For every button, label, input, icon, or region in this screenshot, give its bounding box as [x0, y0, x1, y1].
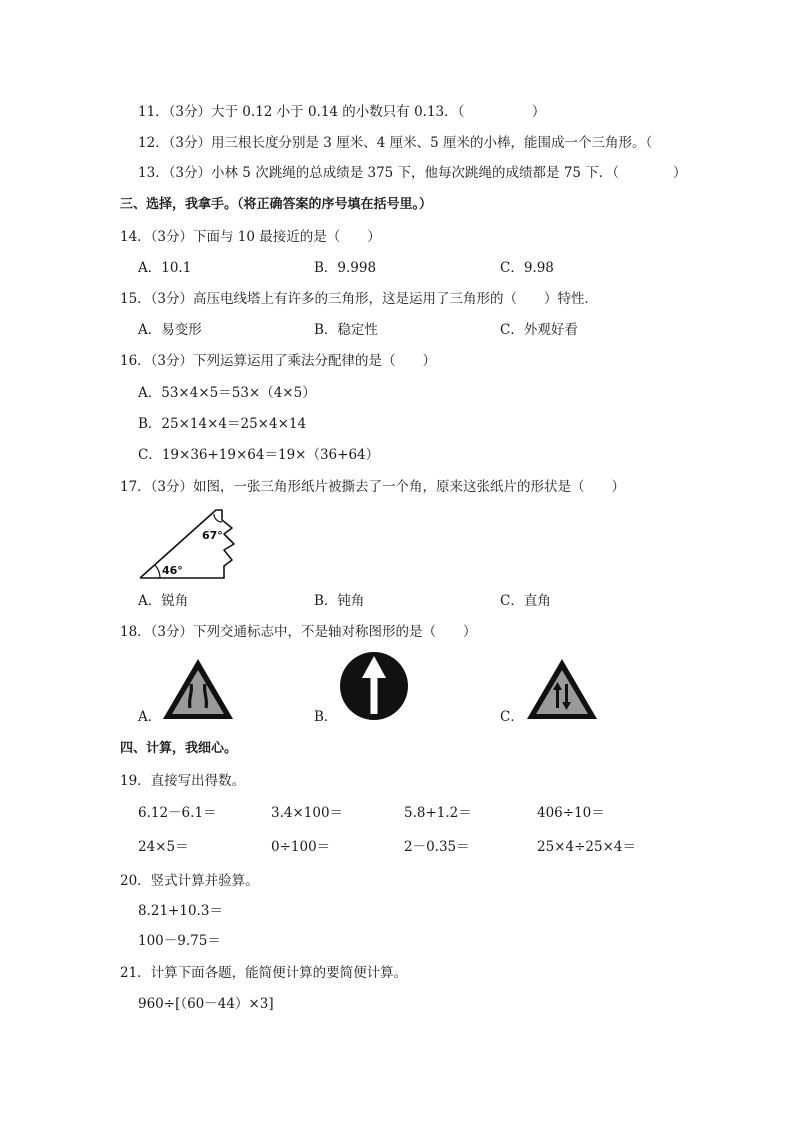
q21-item: 960÷[（60－44）×3]: [138, 996, 274, 1012]
q19-item: 3.4×100＝: [271, 805, 344, 821]
question-12: 12．（3分）用三根长度分别是 3 厘米、4 厘米、5 厘米的小棒，能围成一个三角形。（: [138, 135, 653, 151]
q15-option-c: C．外观好看: [500, 322, 578, 338]
question-15: 15．（3分）高压电线塔上有许多的三角形，这是运用了三角形的（ ）特性．: [120, 291, 599, 307]
angle-46-label: 46°: [162, 564, 183, 577]
q20-item: 100－9.75＝: [138, 933, 221, 949]
torn-triangle-figure: [138, 500, 248, 584]
q19-item: 25×4÷25×4＝: [537, 839, 636, 855]
q19-item: 0÷100＝: [271, 839, 331, 855]
q15-option-b: B．稳定性: [314, 322, 378, 338]
q19-item: 2－0.35＝: [404, 839, 470, 855]
road-narrows-sign-icon: [160, 656, 236, 722]
q14-option-b: B．9.998: [314, 260, 377, 276]
question-14: 14．（3分）下面与 10 最接近的是（ ）: [120, 229, 381, 245]
q18-option-c: C．: [500, 709, 524, 725]
q20-item: 8.21+10.3＝: [138, 903, 223, 919]
q16-option-b: B．25×14×4＝25×4×14: [138, 416, 307, 432]
q14-option-a: A．10.1: [138, 260, 192, 276]
q15-option-a: A．易变形: [138, 322, 202, 338]
question-19: 19．直接写出得数。: [120, 773, 246, 789]
q19-item: 5.8+1.2＝: [404, 805, 472, 821]
question-21: 21．计算下面各题，能简便计算的要简便计算。: [120, 965, 408, 981]
q16-option-a: A．53×4×5＝53×（4×5）: [138, 385, 316, 401]
straight-ahead-sign-icon: [338, 650, 410, 722]
q19-item: 406÷10＝: [537, 805, 605, 821]
question-20: 20．竖式计算并验算。: [120, 873, 259, 889]
q17-option-c: C．直角: [500, 593, 551, 609]
question-13: 13．（3分）小林 5 次跳绳的总成绩是 375 下，他每次跳绳的成绩都是 75 下．（ ）: [138, 165, 687, 181]
two-way-traffic-sign-icon: [524, 656, 600, 722]
section-4-title: 四、计算，我细心。: [120, 741, 238, 756]
angle-67-label: 67°: [202, 529, 223, 542]
q19-item: 24×5＝: [138, 839, 189, 855]
question-17: 17．（3分）如图，一张三角形纸片被撕去了一个角，原来这张纸片的形状是（ ）: [120, 479, 626, 495]
q17-option-b: B．钝角: [314, 593, 365, 609]
q14-option-c: C．9.98: [500, 260, 554, 276]
section-3-title: 三、选择，我拿手。（将正确答案的序号填在括号里。）: [120, 197, 433, 212]
q17-option-a: A．锐角: [138, 593, 189, 609]
question-11: 11．（3分）大于 0.12 小于 0.14 的小数只有 0.13．（ ）: [138, 104, 546, 120]
q18-option-a: A．: [138, 709, 162, 725]
q16-option-c: C．19×36+19×64＝19×（36+64）: [138, 447, 380, 463]
q19-item: 6.12－6.1＝: [138, 805, 217, 821]
q18-option-b: B．: [314, 709, 338, 725]
question-16: 16．（3分）下列运算运用了乘法分配律的是（ ）: [120, 353, 437, 369]
question-18: 18．（3分）下列交通标志中，不是轴对称图形的是（ ）: [120, 624, 477, 640]
